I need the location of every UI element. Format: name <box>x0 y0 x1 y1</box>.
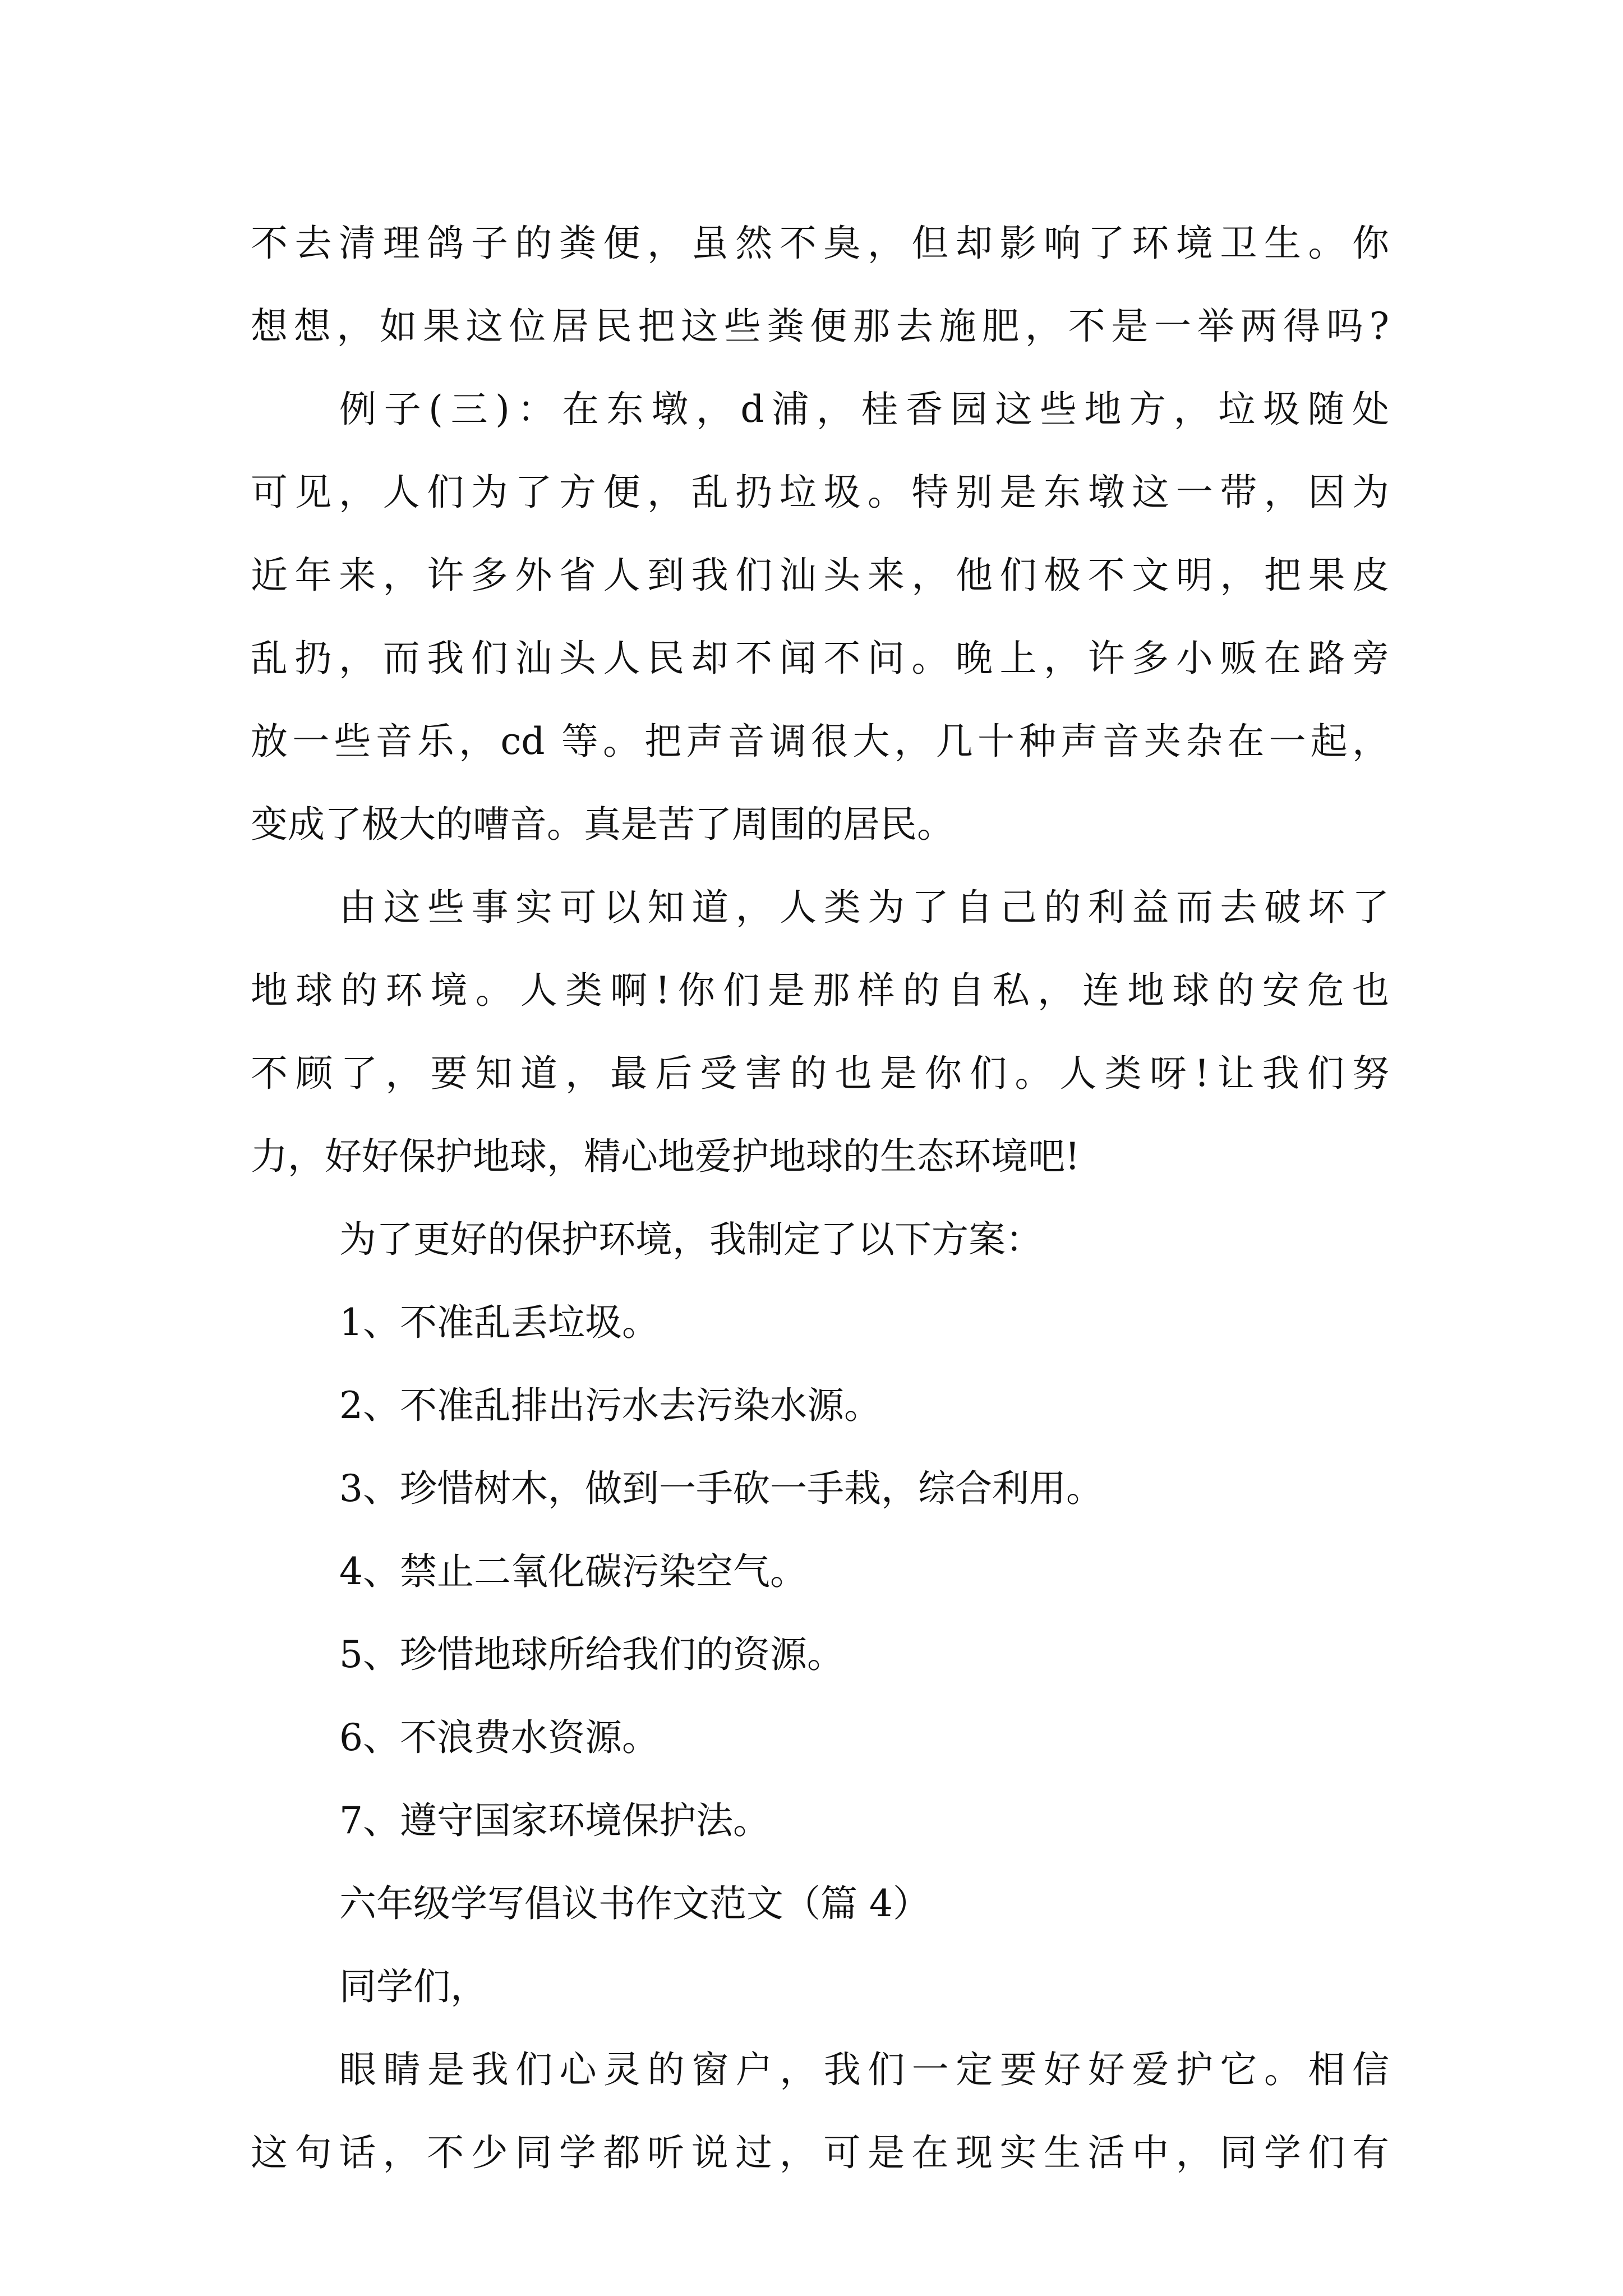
text-line: 可见，人们为了方便，乱扔垃圾。特别是东墩这一带，因为 <box>251 471 1389 514</box>
list-item: 1、不准乱丢垃圾。 <box>339 1301 659 1344</box>
text-line: 想想，如果这位居民把这些粪便那去施肥，不是一举两得吗? <box>251 305 1389 348</box>
text-line: 不去清理鸽子的粪便，虽然不臭，但却影响了环境卫生。你 <box>251 222 1389 265</box>
salutation: 同学们， <box>339 1965 487 2008</box>
text-line: 近年来，许多外省人到我们汕头来，他们极不文明，把果皮 <box>251 554 1389 597</box>
list-item: 6、不浪费水资源。 <box>339 1716 659 1759</box>
text-line: 地球的环境。人类啊!你们是那样的自私，连地球的安危也 <box>251 969 1389 1012</box>
text-line: 例子(三)：在东墩，d浦，桂香园这些地方，垃圾随处 <box>339 388 1389 431</box>
list-item: 5、珍惜地球所给我们的资源。 <box>339 1633 844 1676</box>
text-line: 由这些事实可以知道，人类为了自己的利益而去破坏了 <box>339 886 1389 929</box>
text-line: 这句话，不少同学都听说过，可是在现实生活中，同学们有 <box>251 2131 1389 2174</box>
list-item: 3、珍惜树木，做到一手砍一手栽，综合利用。 <box>339 1467 1103 1510</box>
text-line: 不顾了，要知道，最后受害的也是你们。人类呀!让我们努 <box>251 1052 1389 1095</box>
list-item: 2、不准乱排出污水去污染水源。 <box>339 1384 881 1427</box>
text-line: 力，好好保护地球，精心地爱护地球的生态环境吧! <box>251 1135 1080 1178</box>
text-line: 变成了极大的嘈音。真是苦了周围的居民。 <box>251 803 954 846</box>
text-line: 放一些音乐，cd 等。把声音调很大，几十种声音夹杂在一起， <box>251 720 1389 763</box>
list-item: 4、禁止二氧化碳污染空气。 <box>339 1550 807 1593</box>
list-item: 7、遵守国家环境保护法。 <box>339 1799 770 1842</box>
text-line: 为了更好的保护环境，我制定了以下方案： <box>339 1218 1043 1261</box>
text-line: 眼睛是我们心灵的窗户，我们一定要好好爱护它。相信 <box>339 2048 1389 2091</box>
text-line: 乱扔，而我们汕头人民却不闻不问。晚上，许多小贩在路旁 <box>251 637 1389 680</box>
section-heading: 六年级学写倡议书作文范文（篇 4） <box>339 1882 930 1925</box>
document-body <box>251 202 1389 2194</box>
